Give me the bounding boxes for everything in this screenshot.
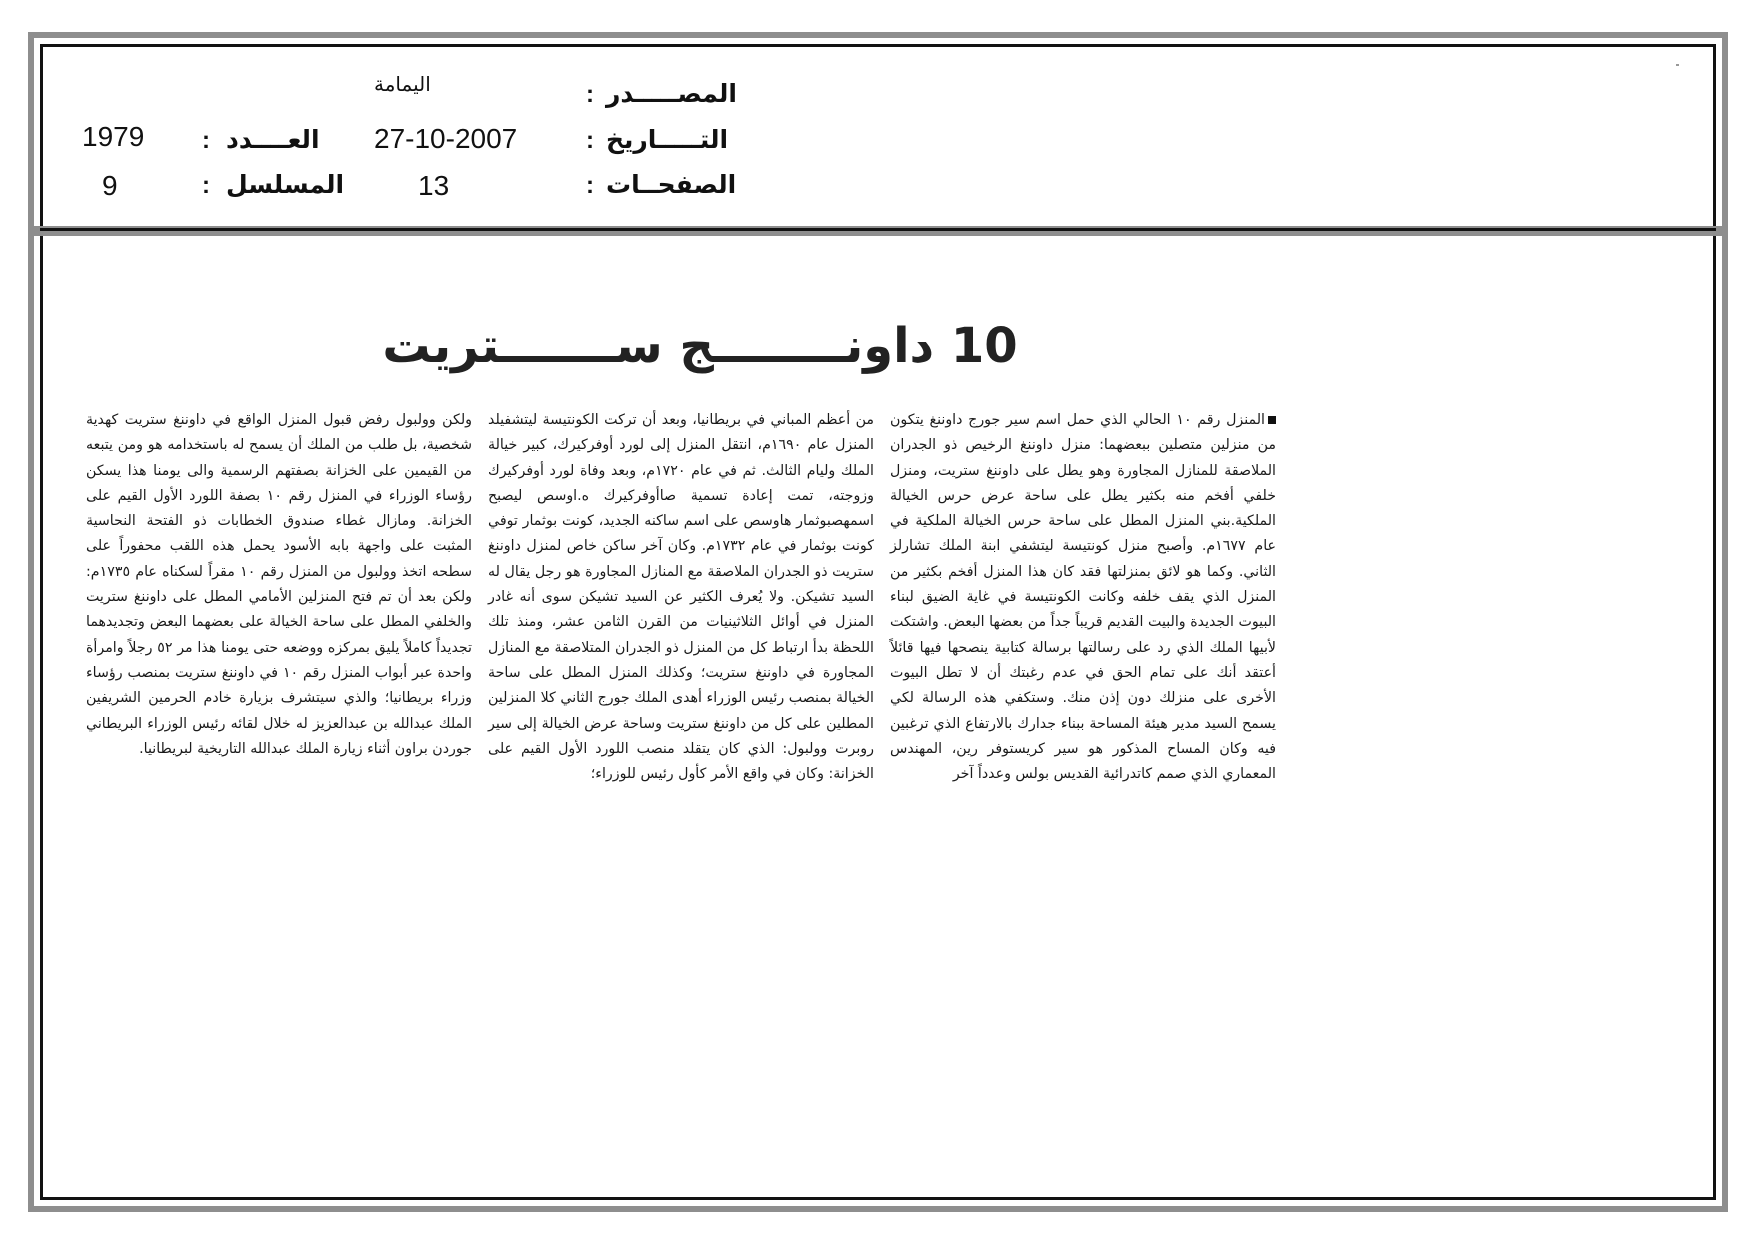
scan-speck bbox=[1676, 64, 1679, 66]
issue-colon: : bbox=[202, 127, 210, 154]
pages-value: 13 bbox=[418, 170, 450, 201]
serial-colon: : bbox=[202, 172, 210, 199]
header-divider bbox=[30, 226, 1726, 236]
serial-value: 9 bbox=[102, 170, 118, 201]
source-colon: : bbox=[586, 81, 594, 108]
pages-label: الصفحــات bbox=[606, 170, 737, 199]
date-label: التـــــاريخ bbox=[606, 125, 729, 154]
article-column-1-text: المنزل رقم ١٠ الحالي الذي حمل اسم سير جورج داوننغ يتكون من منزلين متصلين ببعضهما: منزل داوننغ الرخيص ذو الجدران الملاصقة للمنازل المجاورة وهو يطل على داوننغ ستريت، ومنزل خلفي أفخم منه بكثير يطل على ساحة عرض حرس الخيالة الملكية.بني المنزل المطل على ساحة حرس الخيالة الملكية في عام ١٦٧٧م. وأصبح منزل كونتيسة ليتشفي ابنة الملك تشارلز الثاني. وكما هو لائق بمنزلتها فقد كان هذا المنزل أفخم بكثير من المنزل الذي يقف خلفه وكانت الكونتيسة في غاية الضيق لبناء البيوت الجديدة والبيت القديم قريباً جداً من بعضها البعض. واشتكت لأبيها الملك الذي رد على رسالتها برسالة كتابية ينصحها فيها قائلاً أعتقد أنك على تمام الحق في عدم رغبتك أن لا تطل البيوت الأخرى على منزلك دون إذن منك. وستكفي هذه الرسالة لكي يسمح السيد مدير هيئة المساحة ببناء جدارك بالارتفاع الذي ترغبين فيه وكان المساح المذكور هو سير كريستوفر رين، المهندس المعماري الذي صمم كاتدرائية القديس بولس وعدداً آخر bbox=[890, 412, 1276, 783]
date-value: 27-10-2007 bbox=[374, 123, 518, 154]
article-column-2: من أعظم المباني في بريطانيا، وبعد أن تركت الكونتيسة ليتشفيلد المنزل عام ١٦٩٠م، انتقل المنزل إلى لورد أوفركيرك، كبير خيالة الملك وليام الثالث. ثم في عام ١٧٢٠م، وبعد وفاة لورد أوفركيرك وزوجته، تمت إعادة تسمية صاأوفركيرك ه.اوسص ليصبح اسمهصبوثمار هاوسص على اسم ساكنه الجديد، كونت بوثمار توفي كونت بوثمار في عام ١٧٣٢م. وكان آخر ساكن خاص لمنزل داوننغ ستريت ذو الجدران الملاصقة مع المنازل المجاورة هو رجل يقال له السيد تشيكن. ولا يُعرف الكثير عن السيد تشيكن سوى أنه غادر المنزل في أوائل الثلاثينيات من القرن الثامن عشر، ومنذ تلك اللحظة بدأ ارتباط كل من المنزل ذو الجدران المتلاصقة مع المنازل المجاورة في داوننغ ستريت؛ وكذلك المنزل المطل على ساحة الخيالة بمنصب رئيس الوزراء أهدى الملك جورج الثاني كلا المنزلين المطلين على كل من داوننغ ستريت وساحة عرض الخيالة إلى سير روبرت وولبول: الذي كان يتقلد منصب اللورد الأول القيم على الخزانة: وكان في واقع الأمر كأول رئيس للوزراء؛ bbox=[488, 412, 874, 783]
article-column-3: ولكن وولبول رفض قبول المنزل الواقع في داوننغ ستريت كهدية شخصية، بل طلب من الملك أن يسمح له باستخدامه هو ومن يتبعه من القيمين على الخزانة بصفتهم الرسمية والى يومنا هذا يسكن رؤساء الوزراء في المنزل رقم ١٠ بصفة اللورد الأول القيم على الخزانة. ومازال غطاء صندوق الخطابات ذو الفتحة النحاسية المثبت على واجهة بابه الأسود يحمل هذه اللقب محفوراً على سطحه اتخذ وولبول من المنزل رقم ١٠ مقراً لسكناه عام ١٧٣٥م: ولكن بعد أن تم فتح المنزلين الأمامي المطل على داوننغ ستريت والخلفي المطل على ساحة الخيالة على بعضهما البعض وتجديدهما تجديداً كاملاً يليق بمركزه ووضعه حتى يومنا هذا مر ٥٢ رجلاً وامرأة واحدة عبر أبواب المنزل رقم ١٠ في داوننغ ستريت بمنصب رؤساء وزراء بريطانيا؛ والذي سيتشرف بزيارة خادم الحرمين الشريفين الملك عبدالله بن عبدالعزيز له خلال لقائه رئيس الوزراء البريطاني جوردن براون أثناء زيارة الملك عبدالله التاريخية لبريطانيا. bbox=[86, 412, 473, 757]
square-bullet-icon bbox=[1268, 416, 1276, 424]
issue-label: العــــدد bbox=[226, 125, 320, 154]
article-column-1 bbox=[890, 408, 1276, 787]
source-label: المصـــــدر bbox=[606, 79, 737, 108]
source-value: اليمامة bbox=[374, 72, 431, 96]
issue-value: 1979 bbox=[82, 121, 145, 152]
serial-label: المسلسل bbox=[226, 170, 345, 199]
pages-colon: : bbox=[586, 172, 594, 199]
article-headline: 10 داونــــــــج ســـــــتريت bbox=[382, 318, 1018, 374]
date-colon: : bbox=[586, 127, 594, 154]
